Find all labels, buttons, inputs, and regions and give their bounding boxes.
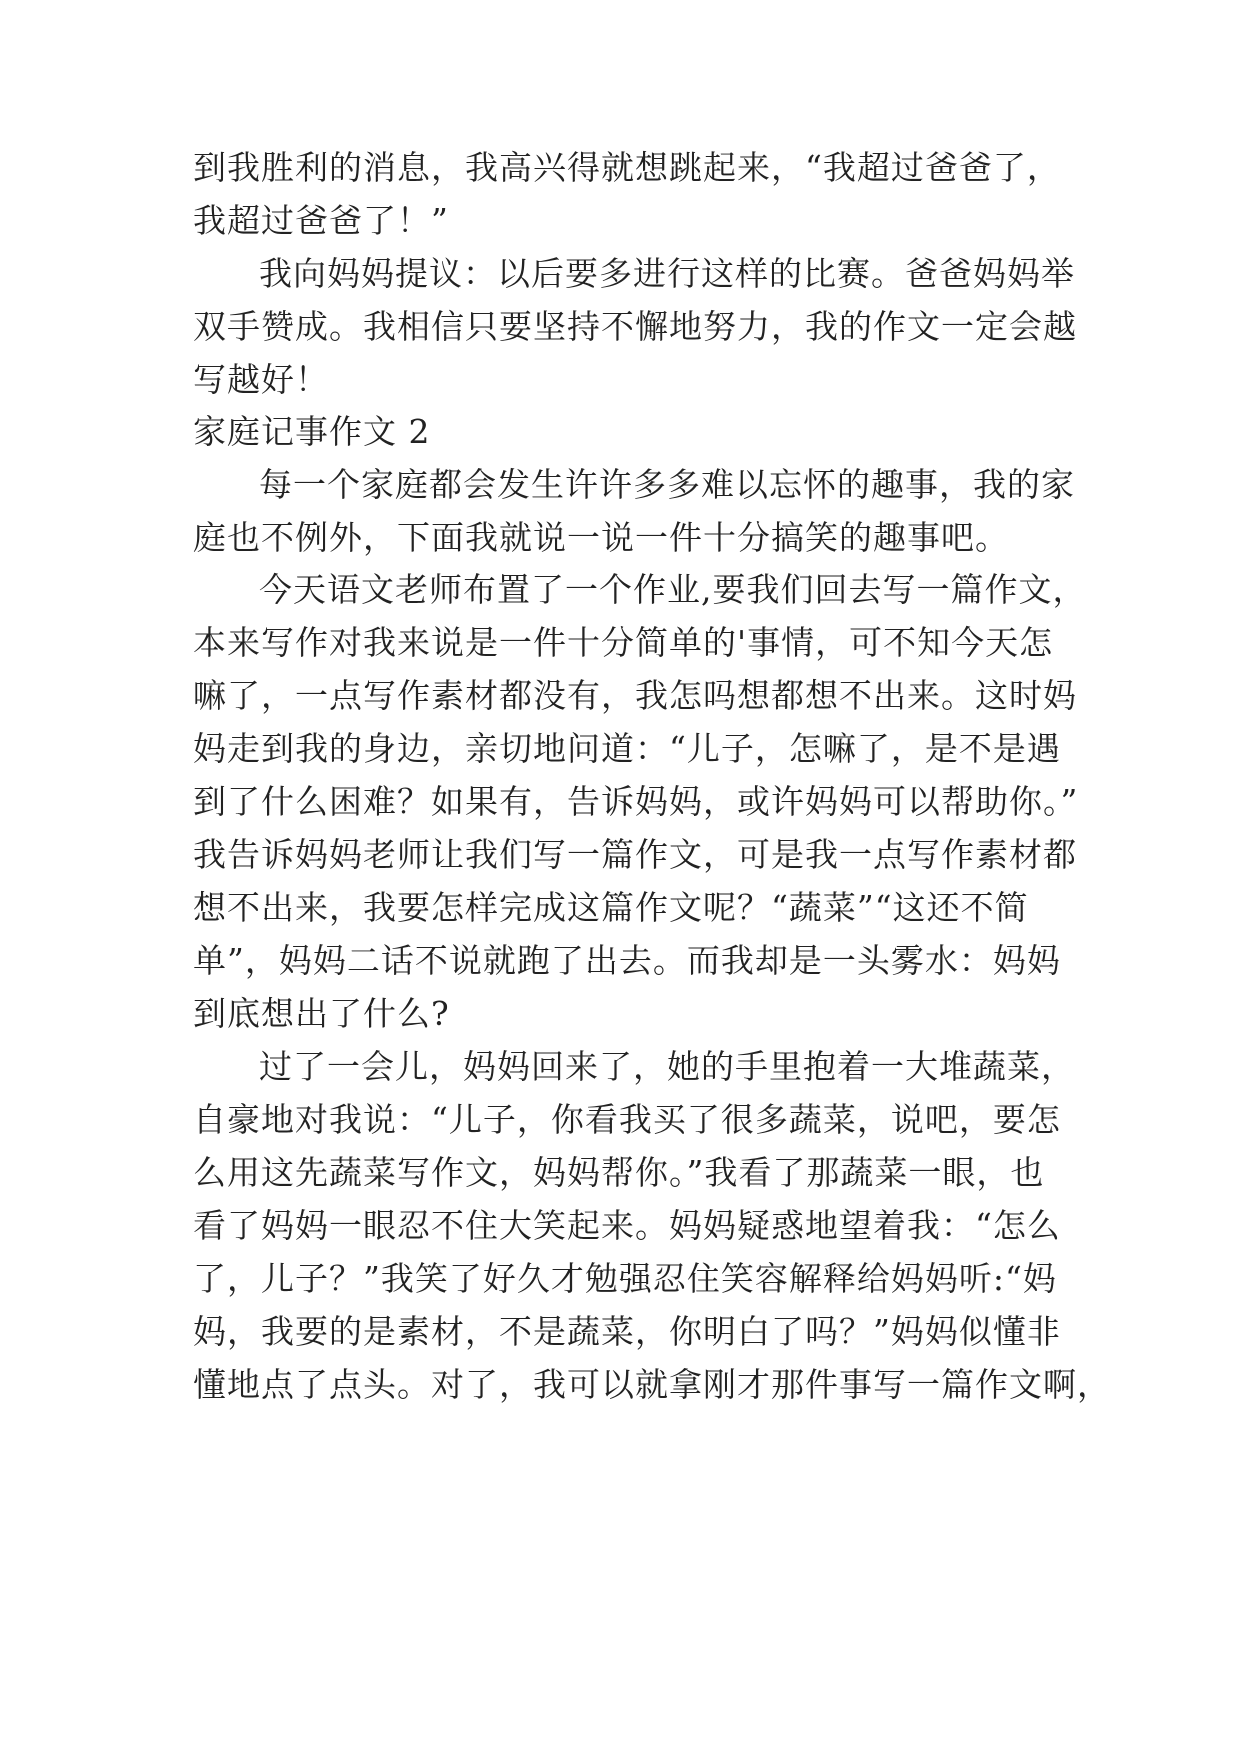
paragraph-start-line: 我向妈妈提议：以后要多进行这样的比赛。爸爸妈妈举	[259, 254, 1075, 293]
paragraph-start-line: 今天语文老师布置了一个作业,要我们回去写一篇作文，	[259, 570, 1087, 609]
text-line: 我告诉妈妈老师让我们写一篇作文，可是我一点写作素材都	[193, 835, 1077, 874]
text-line: 本来写作对我来说是一件十分简单的'事情，可不知今天怎	[193, 623, 1054, 662]
text-line: 双手赞成。我相信只要坚持不懈地努力，我的作文一定会越	[193, 307, 1077, 346]
text-line: 妈，我要的是素材，不是蔬菜，你明白了吗？”妈妈似懂非	[193, 1312, 1061, 1351]
text-line: 妈走到我的身边，亲切地问道：“儿子，怎嘛了，是不是遇	[193, 729, 1061, 768]
text-line: 自豪地对我说：“儿子，你看我买了很多蔬菜，说吧，要怎	[193, 1100, 1061, 1139]
text-line: 单”，妈妈二话不说就跑了出去。而我却是一头雾水：妈妈	[193, 941, 1061, 980]
text-line: 写越好！	[193, 360, 329, 399]
text-line: 到了什么困难？如果有，告诉妈妈，或许妈妈可以帮助你。”	[193, 782, 1079, 821]
section-title: 家庭记事作文 2	[193, 412, 431, 451]
text-line: 嘛了，一点写作素材都没有，我怎吗想都想不出来。这时妈	[193, 676, 1077, 715]
text-line: 了，儿子？”我笑了好久才勉强忍住笑容解释给妈妈听:“妈	[193, 1259, 1057, 1298]
text-line: 到我胜利的消息，我高兴得就想跳起来，“我超过爸爸了，	[193, 148, 1061, 187]
text-line: 懂地点了点头。对了，我可以就拿刚才那件事写一篇作文啊，	[193, 1365, 1111, 1404]
text-line: 我超过爸爸了！”	[193, 201, 449, 240]
text-line: 看了妈妈一眼忍不住大笑起来。妈妈疑惑地望着我：“怎么	[193, 1206, 1061, 1245]
paragraph-start-line: 过了一会儿，妈妈回来了，她的手里抱着一大堆蔬菜，	[259, 1047, 1075, 1086]
text-line: 庭也不例外，下面我就说一说一件十分搞笑的趣事吧。	[193, 518, 1009, 557]
text-line: 想不出来，我要怎样完成这篇作文呢？“蔬菜”“这还不简	[193, 888, 1029, 927]
text-line: 到底想出了什么?	[193, 994, 450, 1033]
paragraph-start-line: 每一个家庭都会发生许许多多难以忘怀的趣事，我的家	[259, 465, 1075, 504]
text-line: 么用这先蔬菜写作文，妈妈帮你。”我看了那蔬菜一眼，也	[193, 1153, 1045, 1192]
